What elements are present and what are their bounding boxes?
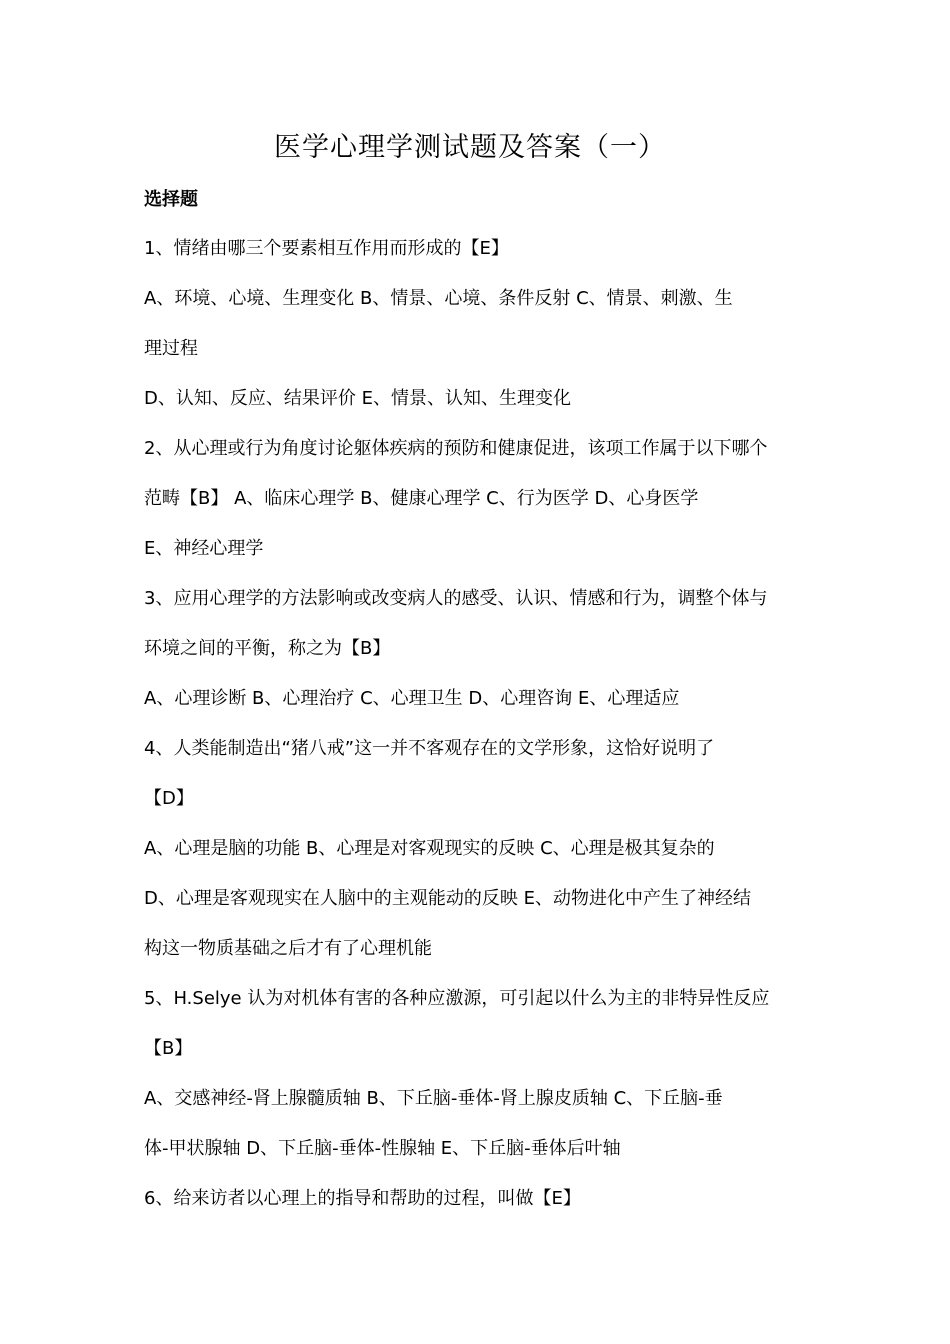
question-5-stem-line-1: 5、H.Selye 认为对机体有害的各种应激源，可引起以什么为主的非特异性反应 (144, 988, 770, 1009)
question-4-stem-line-2: 【D】 (144, 788, 194, 809)
question-1-stem: 1、情绪由哪三个要素相互作用而形成的【E】 (144, 238, 509, 259)
question-4-options-line-2: D、心理是客观现实在人脑中的主观能动的反映 E、动物进化中产生了神经结 (144, 888, 751, 909)
question-3-stem-line-2: 环境之间的平衡，称之为【B】 (144, 638, 391, 659)
question-2-options-line-1: 范畴【B】 A、临床心理学 B、健康心理学 C、行为医学 D、心身医学 (144, 488, 699, 509)
question-4-stem-line-1: 4、人类能制造出“猪八戒”这一并不客观存在的文学形象，这恰好说明了 (144, 738, 715, 759)
question-1-options-line-2: 理过程 (144, 338, 198, 359)
question-5-options-line-2: 体-甲状腺轴 D、下丘脑-垂体-性腺轴 E、下丘脑-垂体后叶轴 (144, 1138, 621, 1159)
question-4-options-line-3: 构这一物质基础之后才有了心理机能 (144, 938, 432, 959)
question-4-options-line-1: A、心理是脑的功能 B、心理是对客观现实的反映 C、心理是极其复杂的 (144, 838, 715, 859)
question-6-stem: 6、给来访者以心理上的指导和帮助的过程，叫做【E】 (144, 1188, 581, 1209)
question-3-options: A、心理诊断 B、心理治疗 C、心理卫生 D、心理咨询 E、心理适应 (144, 688, 680, 709)
question-3-stem-line-1: 3、应用心理学的方法影响或改变病人的感受、认识、情感和行为，调整个体与 (144, 588, 768, 609)
section-heading: 选择题 (144, 189, 198, 210)
question-2-stem: 2、从心理或行为角度讨论躯体疾病的预防和健康促进，该项工作属于以下哪个 (144, 438, 768, 459)
question-1-options-line-3: D、认知、反应、结果评价 E、情景、认知、生理变化 (144, 388, 571, 409)
question-5-stem-line-2: 【B】 (144, 1038, 193, 1059)
document-title: 医学心理学测试题及答案（一） (274, 132, 666, 163)
question-1-options-line-1: A、环境、心境、生理变化 B、情景、心境、条件反射 C、情景、刺激、生 (144, 288, 733, 309)
question-2-options-line-2: E、神经心理学 (144, 538, 264, 559)
question-text-block (144, 224, 824, 1224)
question-5-options-line-1: A、交感神经-肾上腺髓质轴 B、下丘脑-垂体-肾上腺皮质轴 C、下丘脑-垂 (144, 1088, 723, 1109)
